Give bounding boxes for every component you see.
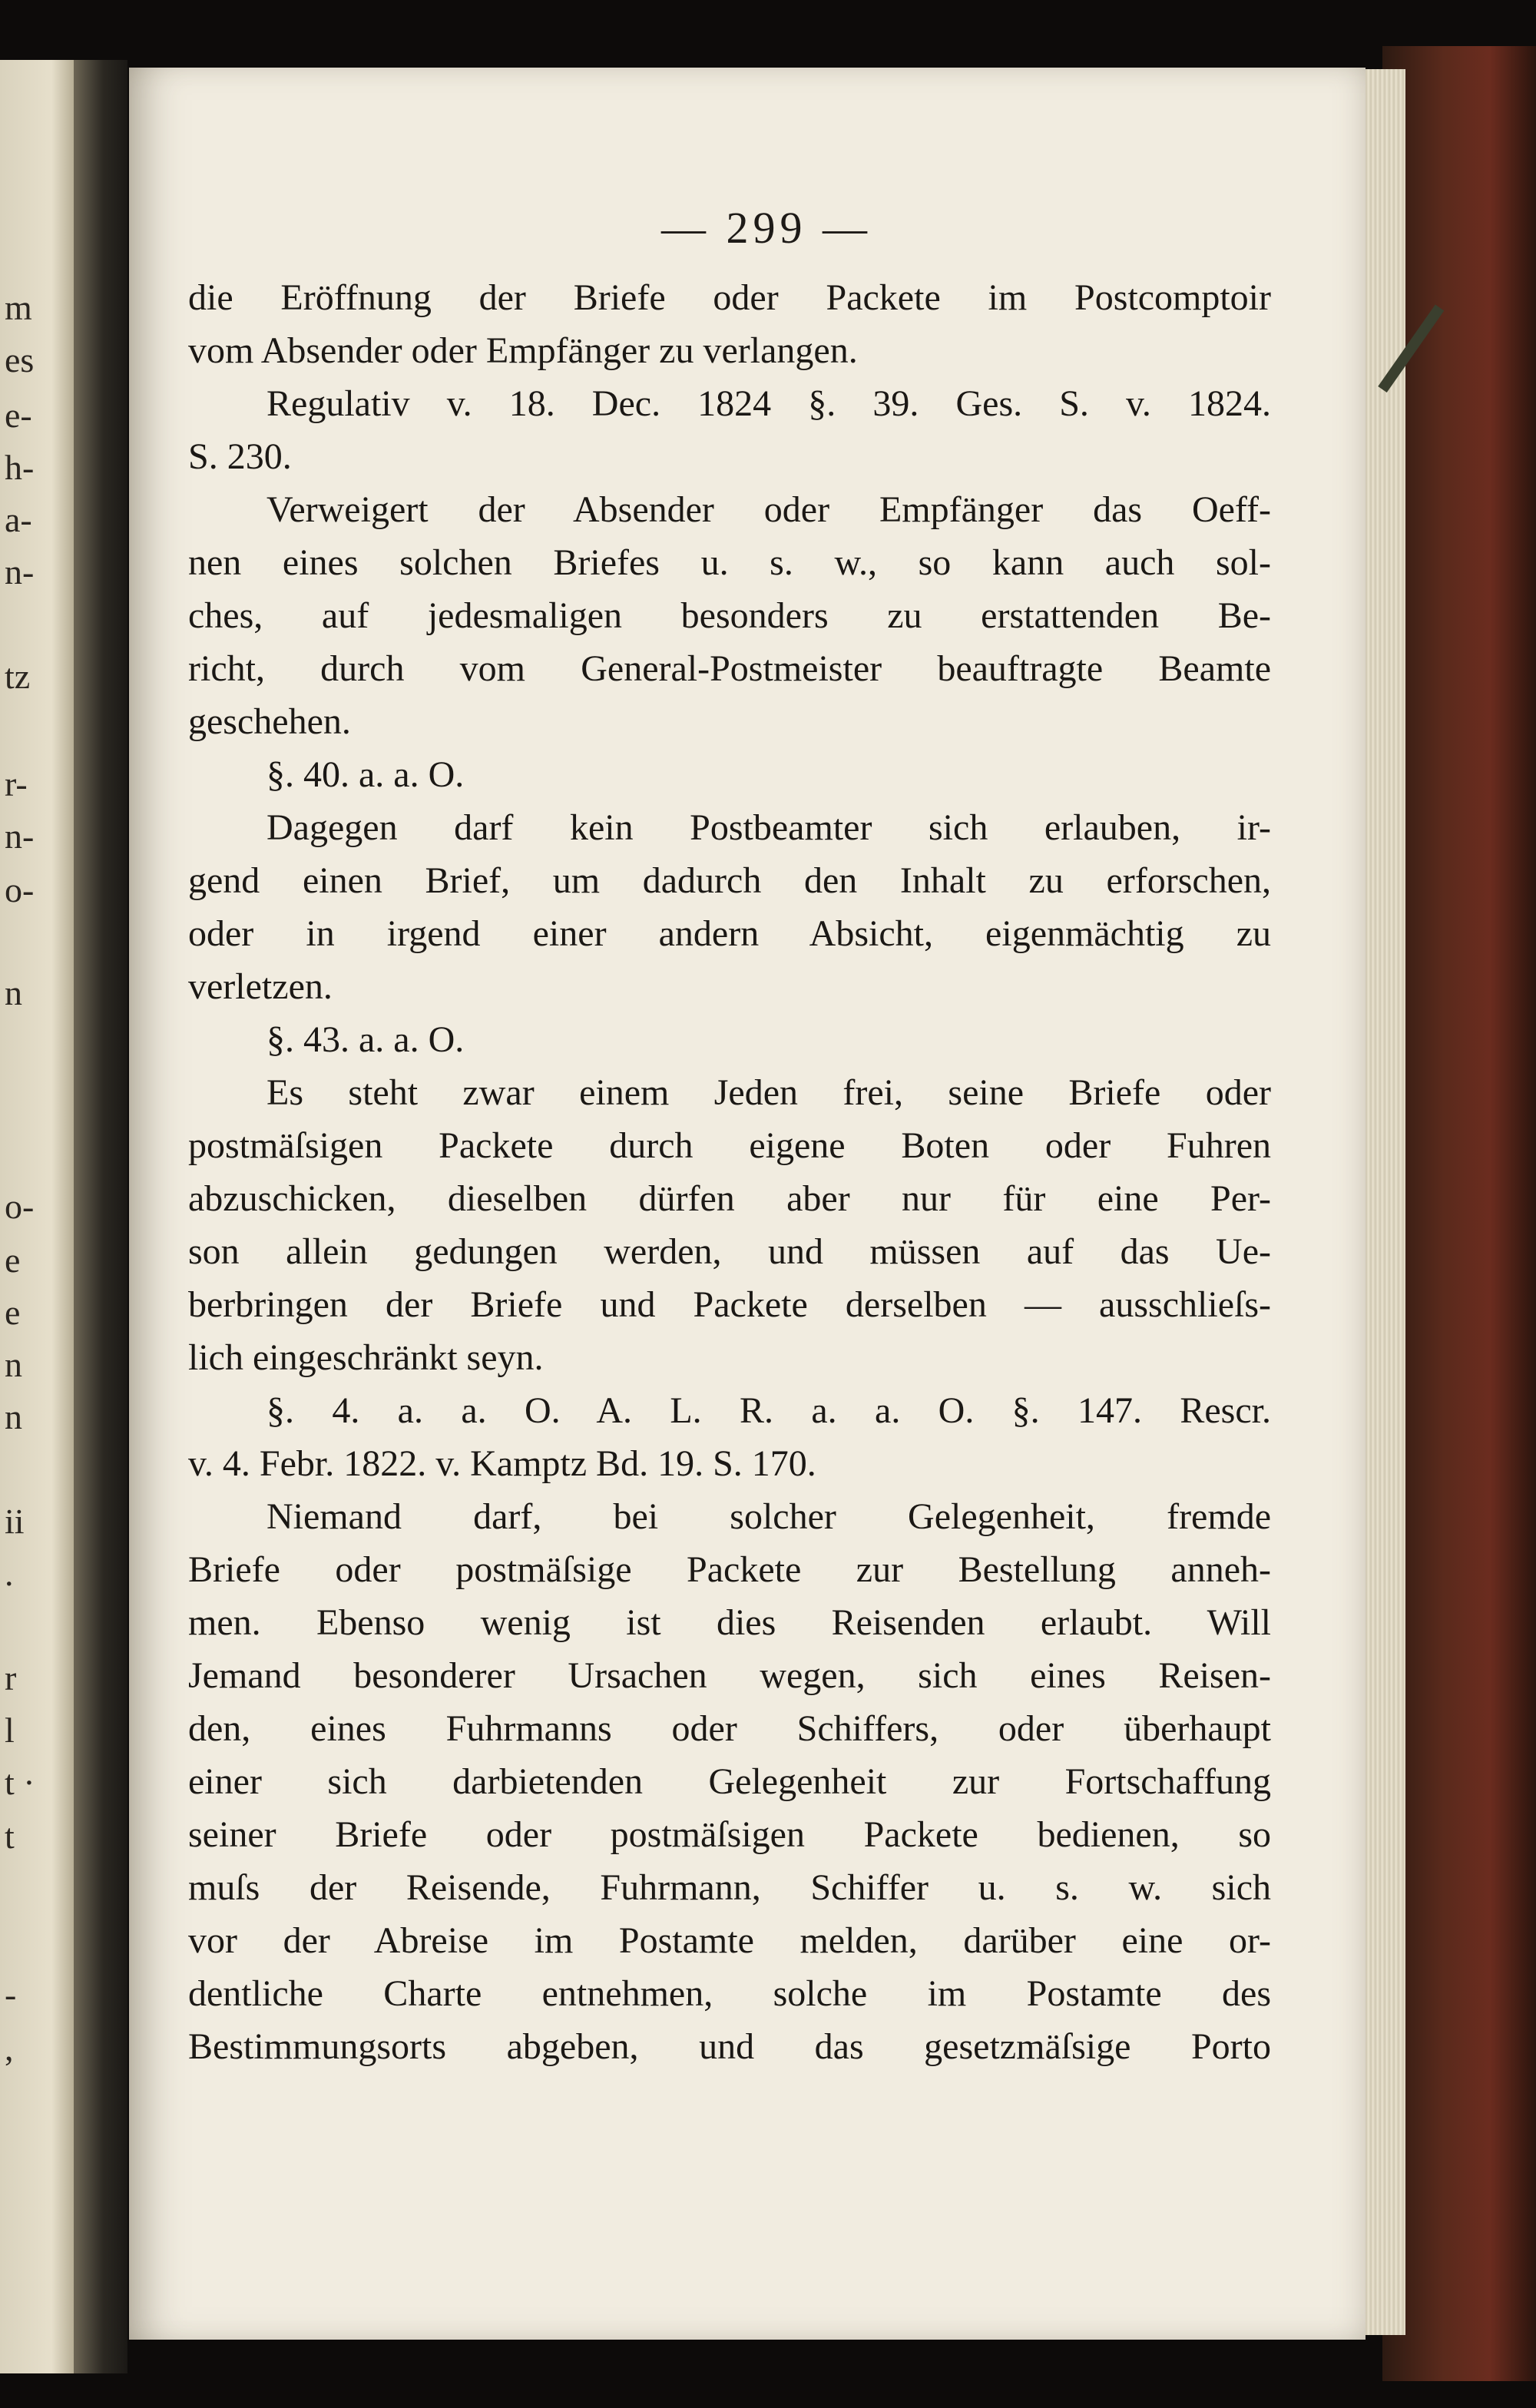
prev-fragment: es [5,340,35,379]
prev-fragment: r- [5,764,28,803]
text-line: Verweigert der Absender oder Empfänger das Oeff- [266,489,1271,530]
text-line: Bestimmungsorts abgeben, und das gesetzmäſsige Porto [188,2026,1271,2067]
text-line: abzuschicken, dieselben dürfen aber nur für eine Per- [188,1178,1271,1219]
prev-fragment: . [5,1554,14,1593]
text-line: gend einen Brief, um dadurch den Inhalt zu erforschen, [188,860,1271,901]
text-line: richt, durch vom General-Postmeister beauftragte Beamte [188,648,1271,689]
text-line: muſs der Reisende, Fuhrmann, Schiffer u. s. w. sich [188,1867,1271,1908]
text-line: berbringen der Briefe und Packete derselben — ausschlieſs- [188,1284,1271,1325]
prev-fragment: e [5,1293,21,1332]
text-line: Jemand besonderer Ursachen wegen, sich eines Reisen- [188,1655,1271,1696]
citation-line: Regulativ v. 18. Dec. 1824 §. 39. Ges. S. v. 1824. [266,383,1271,424]
prev-fragment: l [5,1711,15,1750]
prev-fragment: o- [5,870,35,909]
text-line: dentliche Charte entnehmen, solche im Postamte des [188,1973,1271,2014]
citation-line: §. 43. a. a. O. [266,1019,465,1060]
text-line: Briefe oder postmäſsige Packete zur Bestellung anneh- [188,1549,1271,1590]
previous-page-edge [0,60,74,2373]
prev-fragment: n- [5,816,35,856]
prev-fragment: o- [5,1187,35,1226]
citation-line: v. 4. Febr. 1822. v. Kamptz Bd. 19. S. 170. [188,1443,816,1484]
text-line: vom Absender oder Empfänger zu verlangen. [188,330,858,371]
text-line: seiner Briefe oder postmäſsigen Packete bedienen, so [188,1814,1271,1855]
prev-fragment: r [5,1658,17,1698]
prev-fragment: - [5,1975,17,2014]
citation-line: §. 40. a. a. O. [266,754,465,795]
text-line: den, eines Fuhrmanns oder Schiffers, oder überhaupt [188,1708,1271,1749]
prev-fragment: t · [5,1763,35,1802]
text-line: men. Ebenso wenig ist dies Reisenden erlaubt. Will [188,1602,1271,1643]
prev-fragment: e [5,1240,21,1280]
prev-fragment: n- [5,552,35,591]
citation-line: §. 4. a. a. O. A. L. R. a. a. O. §. 147. Rescr. [266,1390,1271,1431]
text-line: ches, auf jedesmaligen besonders zu erstattenden Be- [188,595,1271,636]
book-gutter [74,60,127,2373]
page-number: — 299 — [661,203,872,253]
text-line: geschehen. [188,701,351,742]
text-line: Es steht zwar einem Jeden frei, seine Briefe oder [266,1072,1271,1113]
prev-fragment: n [5,973,22,1012]
text-line: die Eröffnung der Briefe oder Packete im Postcomptoir [188,277,1271,318]
text-line: einer sich darbietenden Gelegenheit zur Fortschaffung [188,1761,1271,1802]
text-line: Niemand darf, bei solcher Gelegenheit, fremde [266,1496,1271,1537]
text-line: lich eingeschränkt seyn. [188,1337,544,1378]
text-line: Dagegen darf kein Postbeamter sich erlauben, ir- [266,807,1271,848]
text-line: nen eines solchen Briefes u. s. w., so kann auch sol- [188,542,1271,583]
book-cover-binding [1382,46,1536,2381]
text-line: postmäſsigen Packete durch eigene Boten oder Fuhren [188,1125,1271,1166]
prev-fragment: ii [5,1502,25,1541]
citation-line: S. 230. [188,436,292,477]
prev-fragment: , [5,2029,14,2068]
prev-fragment: n [5,1345,22,1384]
prev-fragment: m [5,288,32,327]
prev-fragment: h- [5,448,35,487]
prev-fragment: e- [5,396,32,435]
page-text [188,271,1271,2073]
prev-fragment: tz [5,657,31,696]
page-edges [1359,69,1405,2335]
text-line: son allein gedungen werden, und müssen auf das Ue- [188,1231,1271,1272]
prev-fragment: t [5,1817,15,1856]
prev-fragment: a- [5,500,32,539]
prev-fragment: n [5,1397,22,1436]
text-line: oder in irgend einer andern Absicht, eigenmächtig zu [188,913,1271,954]
book-page [129,68,1366,2340]
text-line: vor der Abreise im Postamte melden, darüber eine or- [188,1920,1271,1961]
text-line: verletzen. [188,966,333,1007]
